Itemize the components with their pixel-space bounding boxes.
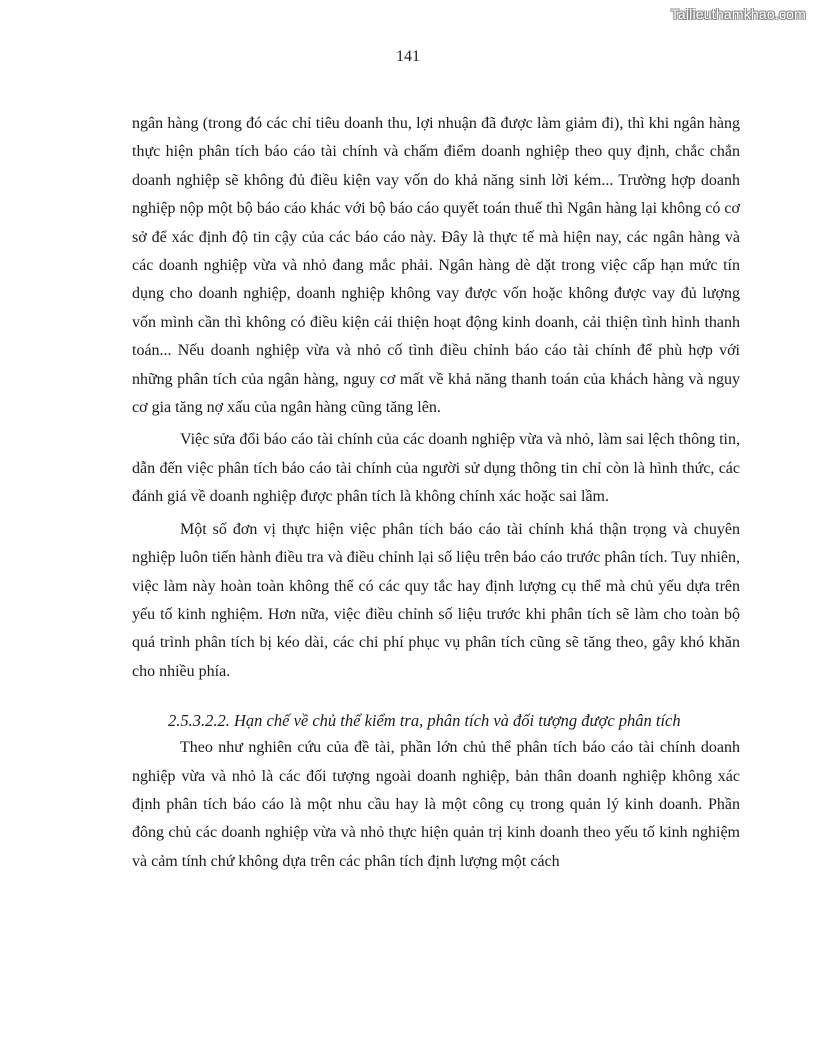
paragraph-1: ngân hàng (trong đó các chỉ tiêu doanh thu, lợi nhuận đã được làm giảm đi), thì khi ngân hàng thực hiện phân tích báo cáo tài chính và chấm điểm doanh nghiệp theo quy định, chắc chắn doanh nghiệp sẽ không đủ điều kiện vay vốn do khả năng sinh lời kém... Trường hợp doanh nghiệp nộp một bộ báo cáo khác với bộ báo cáo quyết toán thuế thì Ngân hàng lại không có cơ sở để xác định độ tin cậy của các báo cáo này. Đây là thực tế mà hiện nay, các ngân hàng và các doanh nghiệp vừa và nhỏ đang mắc phải. Ngân hàng dè dặt trong việc cấp hạn mức tín dụng cho doanh nghiệp, doanh nghiệp không vay được vốn hoặc không được vay đủ lượng vốn mình cần thì không có điều kiện cải thiện hoạt động kinh doanh, cải thiện tình hình thanh toán... Nếu doanh nghiệp vừa và nhỏ cố tình điều chỉnh báo cáo tài chính để phù hợp với những phân tích của ngân hàng, nguy cơ mất về khả năng thanh toán của khách hàng và nguy cơ gia tăng nợ xấu của ngân hàng cũng tăng lên. — [132, 115, 740, 417]
document-body — [132, 110, 740, 880]
watermark: Tailieuthamkhao.com — [670, 6, 806, 22]
paragraph-3: Một số đơn vị thực hiện việc phân tích báo cáo tài chính khá thận trọng và chuyên nghiệp luôn tiến hành điều tra và điều chỉnh lại số liệu trên báo cáo trước phân tích. Tuy nhiên, việc làm này hoàn toàn không thể có các quy tắc hay định lượng cụ thể mà chủ yếu dựa trên yếu tố kinh nghiệm. Hơn nữa, việc điều chỉnh số liệu trước khi phân tích sẽ làm cho toàn bộ quá trình phân tích bị kéo dài, các chi phí phục vụ phân tích cũng sẽ tăng theo, gây khó khăn cho nhiều phía. — [132, 520, 740, 680]
paragraph-4: Theo như nghiên cứu của đề tài, phần lớn chủ thể phân tích báo cáo tài chính doanh nghiệp vừa và nhỏ là các đối tượng ngoài doanh nghiệp, bản thân doanh nghiệp không xác định phân tích báo cáo là một nhu cầu hay là một công cụ trong quản lý kinh doanh. Phần đông chủ các doanh nghiệp vừa và nhỏ thực hiện quản trị kinh doanh theo yếu tố kinh nghiệm và cảm tính chứ không dựa trên các phân tích định lượng một cách — [132, 739, 740, 870]
paragraph-2: Việc sửa đổi báo cáo tài chính của các doanh nghiệp vừa và nhỏ, làm sai lệch thông tin, dẫn đến việc phân tích báo cáo tài chính của người sử dụng thông tin chỉ còn là hình thức, các đánh giá về doanh nghiệp được phân tích là không chính xác hoặc sai lầm. — [132, 431, 740, 506]
page-number: 141 — [396, 48, 420, 65]
section-heading: 2.5.3.2.2. Hạn chế về chủ thể kiểm tra, phân tích và đối tượng được phân tích — [168, 711, 681, 731]
